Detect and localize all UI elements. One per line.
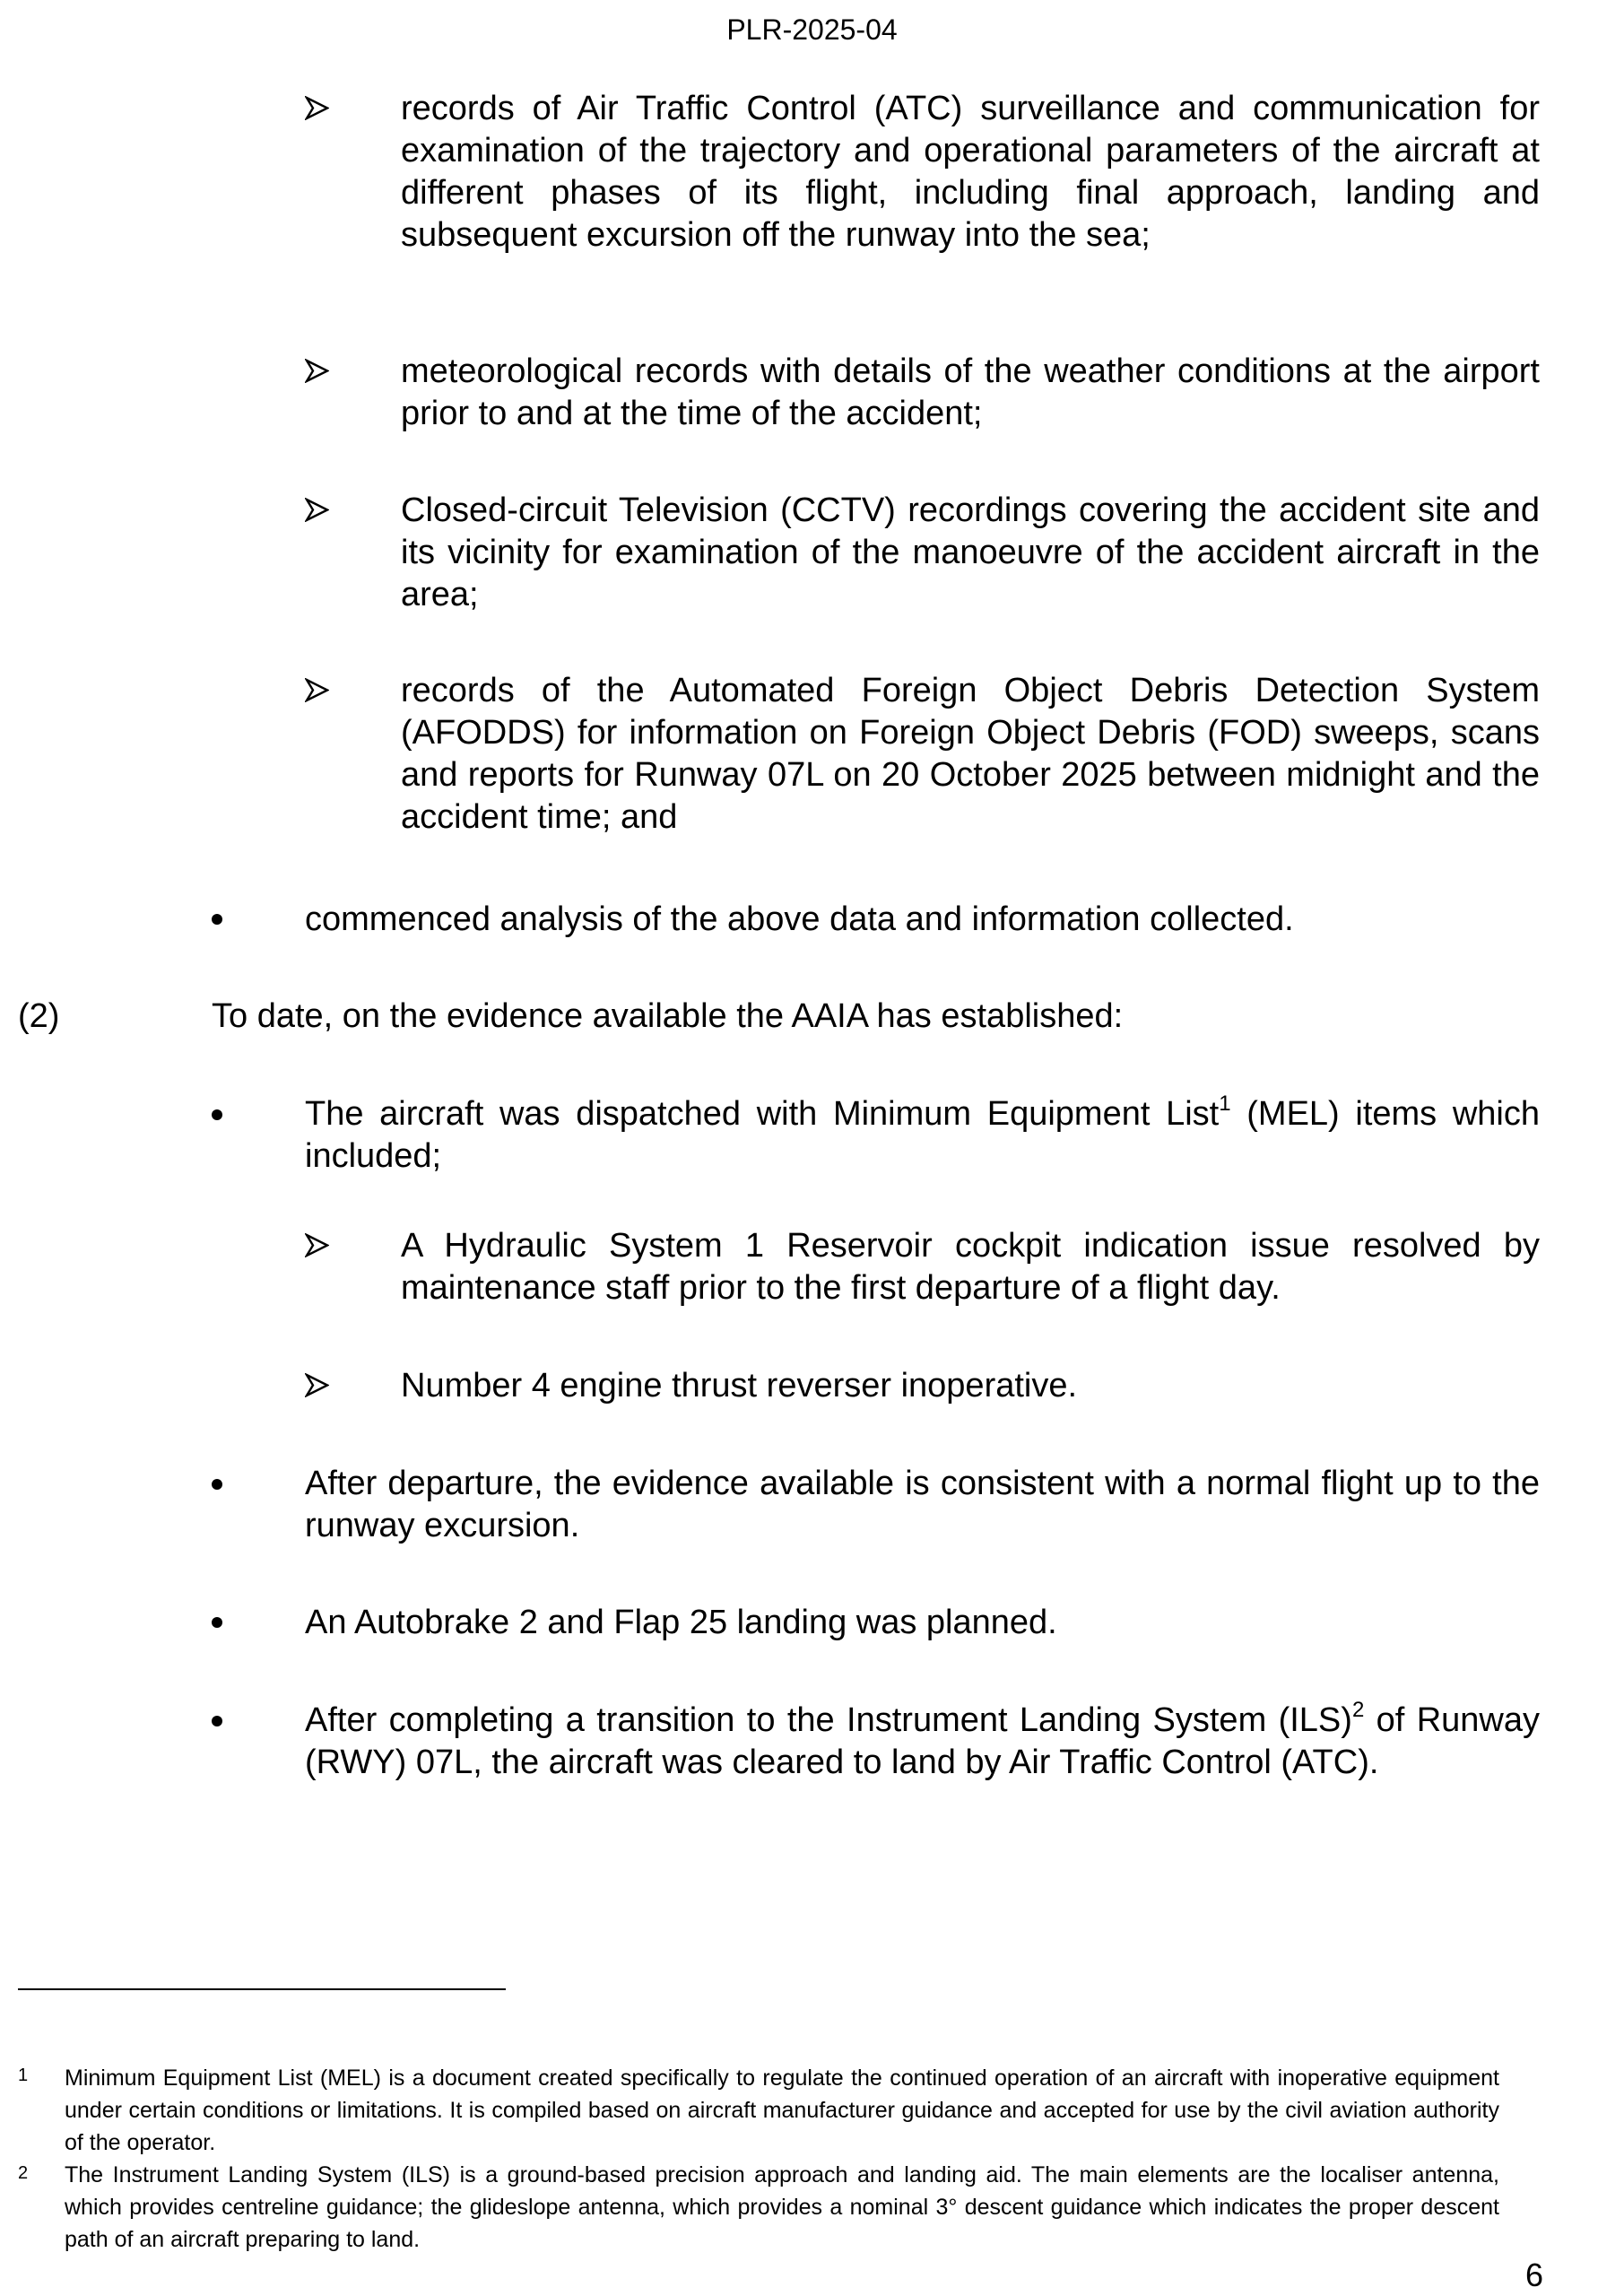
footnote-separator xyxy=(18,1988,506,1990)
page-number: 6 xyxy=(1524,2257,1543,2293)
evidence-item-atc-records: records of Air Traffic Control (ATC) surveillance and communication for examination of the trajectory and operational parameters of the aircraft at different phases of its flight, including final approach, landing and subsequent excursion off the runway into the sea; xyxy=(401,90,1540,254)
footnote-number: 1 xyxy=(18,2066,29,2085)
footnote-ils: The Instrument Landing System (ILS) is a ground-based precision approach and landing aid. The main elements are the localiser antenna, which provides centreline guidance; the glideslope antenna, which provides a nominal 3° descent guidance which indicates the proper descent path of an aircraft preparing to land. xyxy=(65,2162,1499,2252)
mel-dispatch-text: The aircraft was dispatched with Minimum Equipment List xyxy=(305,1095,1220,1133)
bullet-icon xyxy=(212,914,222,925)
bullet-icon xyxy=(212,1109,222,1120)
footnote-ref-2: 2 xyxy=(1351,1698,1365,1723)
ils-clearance-text-cont: of Runway (RWY) 07L, the aircraft was cleared to land by Air Traffic Control (ATC). xyxy=(305,1701,1541,1781)
footnote-number: 2 xyxy=(18,2163,29,2183)
mel-dispatch-text-cont: (MEL) items which included; xyxy=(305,1095,1541,1175)
footnote-mel: Minimum Equipment List (MEL) is a document created specifically to regulate the continued operation of an aircraft with inoperative equipment under certain conditions or limitations. It is compiled based on aircraft manufacturer guidance and accepted for use by the civil aviation authority of the operator. xyxy=(65,2066,1499,2155)
bullet-icon xyxy=(212,1617,222,1628)
section-intro: To date, on the evidence available the AAIA has established: xyxy=(212,997,1124,1035)
arrow-bullet-icon xyxy=(305,1373,329,1397)
analysis-bullet: commenced analysis of the above data and information collected. xyxy=(305,900,1294,938)
arrow-bullet-icon xyxy=(305,498,329,522)
section-number: (2) xyxy=(18,997,60,1035)
bullet-icon xyxy=(212,1479,222,1490)
footnote-ref-1: 1 xyxy=(1219,1091,1231,1117)
ils-clearance-bullet xyxy=(305,1700,1540,1784)
ils-clearance-text: After completing a transition to the Instrument Landing System (ILS) xyxy=(305,1701,1352,1739)
bullet-icon xyxy=(212,1716,222,1726)
evidence-item-cctv-recordings: Closed-circuit Television (CCTV) recordings covering the accident site and its vicinity for examination of the manoeuvre of the accident aircraft in the area; xyxy=(401,491,1540,613)
normal-flight-bullet: After departure, the evidence available is consistent with a normal flight up to the runway excursion. xyxy=(305,1465,1540,1544)
arrow-bullet-icon xyxy=(305,96,329,120)
mel-dispatch-bullet xyxy=(305,1093,1540,1178)
mel-item-thrust-reverser: Number 4 engine thrust reverser inoperative. xyxy=(401,1367,1078,1405)
evidence-item-afodds-records: records of the Automated Foreign Object Debris Detection System (AFODDS) for information on Foreign Object Debris (FOD) sweeps, scans and reports for Runway 07L on 20 October 2025 between midnight and the accident time; and xyxy=(401,672,1540,836)
mel-item-hydraulic: A Hydraulic System 1 Reservoir cockpit indication issue resolved by maintenance staff prior to the first departure of a flight day. xyxy=(401,1227,1540,1307)
evidence-item-meteorological-records: meteorological records with details of the weather conditions at the airport prior to and at the time of the accident; xyxy=(401,352,1540,432)
arrow-bullet-icon xyxy=(305,678,329,702)
arrow-bullet-icon xyxy=(305,359,329,383)
arrow-bullet-icon xyxy=(305,1233,329,1257)
document-reference: PLR-2025-04 xyxy=(726,13,898,46)
autobrake-bullet: An Autobrake 2 and Flap 25 landing was planned. xyxy=(305,1604,1057,1641)
